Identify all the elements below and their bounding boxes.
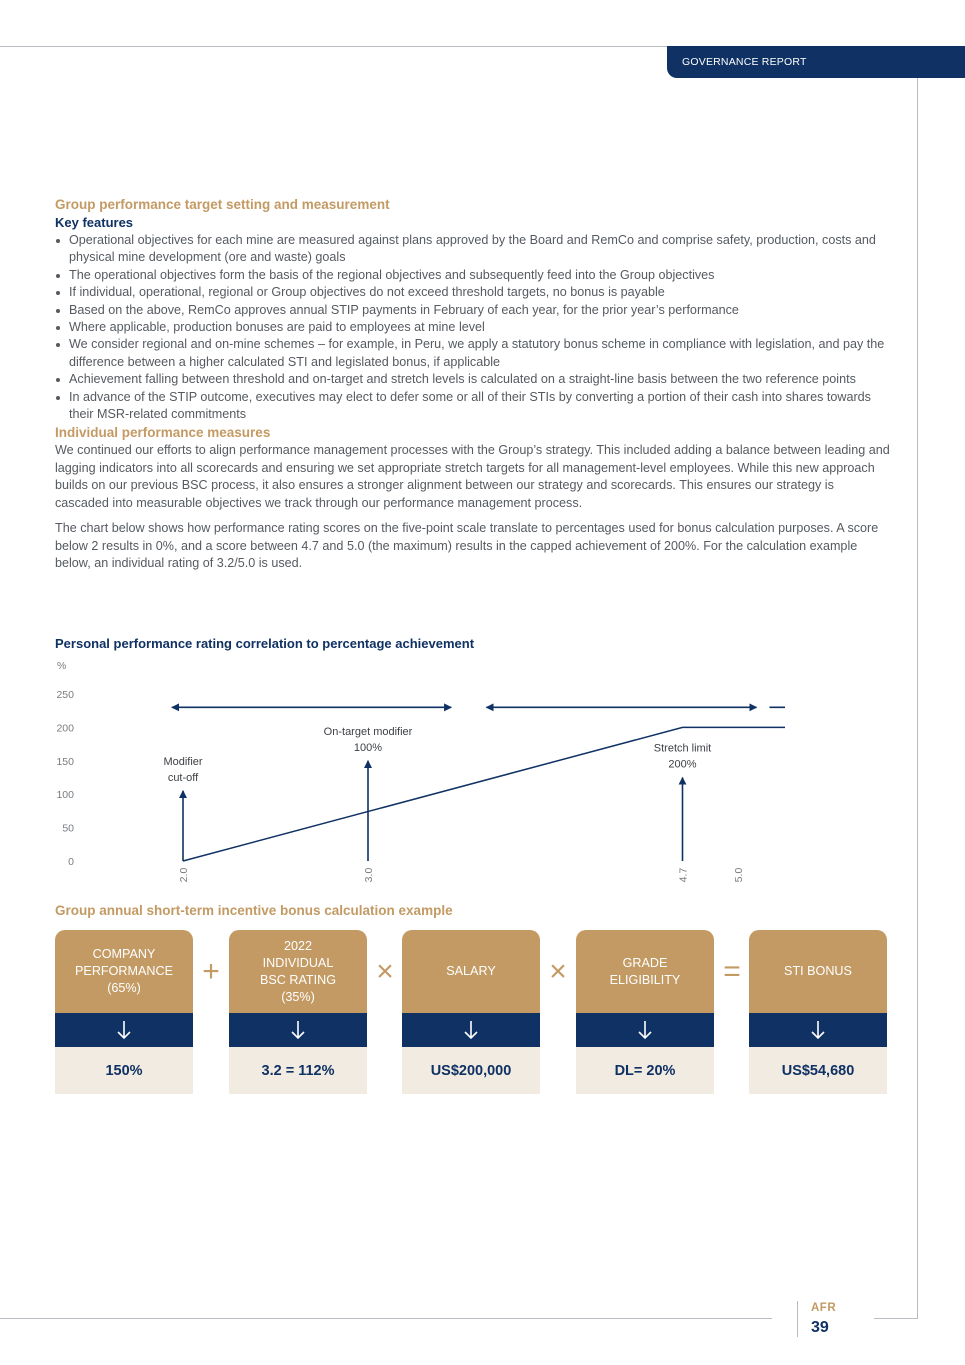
arrow-down-icon — [576, 1013, 714, 1047]
x-axis-ticks — [178, 868, 745, 883]
arrow-down-icon — [402, 1013, 540, 1047]
calc-title: Group annual short-term incentive bonus calculation example — [55, 903, 453, 918]
y-tick-label: 50 — [62, 822, 74, 835]
calc-box-grade-eligibility — [576, 930, 714, 1094]
key-features-heading: Key features — [55, 215, 134, 230]
annotation-label: 100% — [353, 741, 383, 754]
arrow-down-icon — [749, 1013, 887, 1047]
list-item: Where applicable, production bonuses are paid to employees at mine level — [55, 319, 890, 336]
annotation-label: cut-off — [167, 771, 199, 784]
annotation-label: 200% — [668, 758, 697, 771]
equals-operator: = — [723, 955, 741, 988]
x-tick-label: 2.0 — [178, 867, 190, 883]
calc-box-value: US$200,000 — [402, 1047, 540, 1094]
calc-box-individual-rating — [229, 930, 367, 1094]
calc-box-company-performance — [55, 930, 193, 1094]
calc-box-value: DL= 20% — [576, 1047, 714, 1094]
list-item: In advance of the STIP outcome, executives may elect to defer some or all of their STIs by converting a portion of their cash into shares towards their MSR-related commitments — [55, 389, 890, 424]
individual-section-heading: Individual performance measures — [55, 425, 271, 441]
multiply-operator: × — [376, 955, 394, 988]
calc-box-label: STI BONUS — [749, 930, 887, 1013]
chart-title: Personal performance rating correlation to percentage achievement — [55, 636, 475, 651]
x-tick-label: 5.0 — [733, 867, 745, 883]
calc-box-value: US$54,680 — [749, 1047, 887, 1094]
y-tick-label: 150 — [56, 755, 74, 768]
list-item: We consider regional and on-mine schemes – for example, in Peru, we apply a statutory bonus scheme in compliance with legislation, and pay the difference between a higher calculated STI and legislated bonus, if applicable — [55, 336, 890, 371]
multiply-operator: × — [549, 955, 567, 988]
individual-paragraph-2: The chart below shows how performance rating scores on the five-point scale translate to percentages used for bonus calculation purposes. A score below 2 results in 0%, and a score between 4.7 and 5.0 (the maximum) results in the capped achievement of 200%. For the calculation example below, an individual rating of 3.2/5.0 is used. — [55, 521, 879, 570]
calc-box-salary — [402, 930, 540, 1094]
y-tick-label: 250 — [56, 689, 74, 701]
list-item: Based on the above, RemCo approves annual STIP payments in February of each year, for the prior year’s performance — [55, 302, 890, 319]
list-item: The operational objectives form the basis of the regional objectives and subsequently feed into the Group objectives — [55, 267, 890, 284]
arrow-down-icon — [229, 1013, 367, 1047]
section-tab: GOVERNANCE REPORT — [667, 46, 965, 78]
bottom-rule — [0, 1318, 772, 1319]
footer-divider — [797, 1301, 798, 1337]
right-rule — [917, 46, 918, 1319]
y-tick-label: 100 — [56, 789, 74, 802]
list-item: If individual, operational, regional or Group objectives do not exceed threshold targets, no bonus is payable — [55, 284, 890, 301]
x-tick-label: 4.7 — [677, 867, 690, 883]
calc-box-label: GRADE ELIGIBILITY — [576, 930, 714, 1013]
group-section-heading: Group performance target setting and measurement — [55, 197, 390, 212]
annotation-label: Modifier — [163, 755, 203, 768]
individual-paragraph-1: We continued our efforts to align performance management processes with the Group’s strategy. This included adding a balance between leading and lagging indicators into all scorecards and ensuring we set appropriate stretch targets for all management-level employees. While this new approach builds on our previous BSC process, it also ensures a stronger alignment between our strategy and scorecards. This ensures our strategy is cascaded into measurable objectives we track through our performance management process. — [55, 443, 890, 510]
calc-box-label: COMPANY PERFORMANCE (65%) — [55, 930, 193, 1013]
calc-box-value: 3.2 = 112% — [229, 1047, 367, 1094]
calc-box-value: 150% — [55, 1047, 193, 1094]
calc-box-label: 2022 INDIVIDUAL BSC RATING (35%) — [229, 930, 367, 1013]
x-tick-label: 3.0 — [363, 867, 375, 883]
annotation-label: On-target modifier — [323, 725, 413, 738]
key-features-list — [55, 232, 890, 423]
plus-operator: + — [202, 955, 220, 988]
performance-correlation-chart — [45, 655, 785, 895]
y-axis-unit-label: % — [57, 660, 67, 672]
page-number: 39 — [811, 1319, 829, 1336]
main-content — [55, 195, 890, 572]
arrow-down-icon — [55, 1013, 193, 1047]
list-item: Operational objectives for each mine are measured against plans approved by the Board and RemCo and comprise safety, production, costs and physical mine development (ore and waste) goals — [55, 232, 890, 267]
y-tick-label: 200 — [56, 722, 74, 735]
bottom-rule-right — [874, 1318, 918, 1319]
y-tick-label: 0 — [68, 856, 74, 868]
calc-box-label: SALARY — [402, 930, 540, 1013]
annotation-label: Stretch limit — [653, 742, 712, 755]
footer-label: AFR — [811, 1302, 837, 1314]
y-axis-ticks — [56, 689, 74, 868]
list-item: Achievement falling between threshold and on-target and stretch levels is calculated on a straight-line basis between the two reference points — [55, 371, 890, 388]
calc-box-sti-bonus — [749, 930, 887, 1094]
